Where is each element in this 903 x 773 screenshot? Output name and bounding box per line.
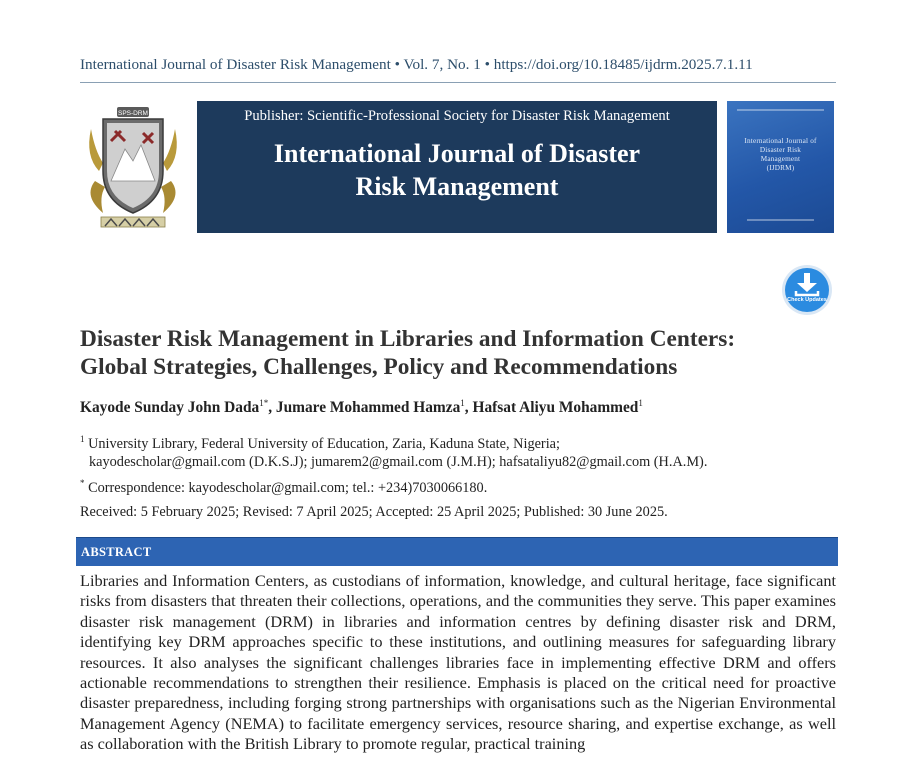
publisher-line: Publisher: Scientific-Professional Society for Disaster Risk Management (244, 108, 670, 124)
author-affiliation-marker: 1 (460, 398, 465, 408)
society-seal-logo (81, 101, 185, 233)
article-title-line1: Disaster Risk Management in Libraries and Information Centers: (80, 326, 736, 352)
author-name: Jumare Mohammed Hamza (275, 399, 461, 417)
affiliation-address: University Library, Federal University of Education, Zaria, Kaduna State, Nigeria; (84, 435, 560, 452)
abstract-heading: ABSTRACT (81, 545, 152, 559)
running-head: International Journal of Disaster Risk Management • Vol. 7, No. 1 • https://doi.org/10.18485/ijdrm.2025.7.1.11 (80, 56, 753, 73)
author-name: Kayode Sunday John Dada (80, 399, 260, 417)
correspondence: * Correspondence: kayodescholar@gmail.com; tel.: +234)7030066180. (80, 478, 488, 496)
author-list: Kayode Sunday John Dada$^{1*}$, Jumare Mohammed Hamza$^1$, Hafsat Aliyu Mohammed$^1$ (80, 398, 643, 417)
seal-ribbon-text: SPS-DRM (118, 110, 148, 117)
abstract-text: Libraries and Information Centers, as custodians of information, knowledge, and cultural heritage, face significant risks from disasters that threaten their collections, operations, and the communities they serve. This paper examines disaster risk management (DRM) in libraries and information centres by defining disaster risk and DRM, identifying key DRM approaches specific to these institutions, and outlining measures for safeguarding library resources. It also analyses the significant challenges libraries face in implementing effective DRM and offers actionable recommendations to strengthen their resilience. Emphasis is placed on the critical need for proactive disaster preparedness, including forging strong partnerships with organisations such as the Nigerian Environmental Management Agency (NEMA) to facilitate emergency services, resource sharing, and expertise exchange, as well as collaboration with the British Library to promote regular, practical training (80, 571, 836, 754)
article-title-line2: Global Strategies, Challenges, Policy and Recommendations (80, 354, 678, 380)
author-affiliation-marker: 1 (638, 398, 643, 408)
journal-name (217, 137, 697, 203)
abstract-heading-bar (76, 537, 838, 566)
check-for-updates-button[interactable] (781, 264, 833, 316)
journal-name-line1: International Journal of Disaster (273, 139, 641, 168)
check-updates-icon (781, 264, 833, 316)
article-title (80, 325, 840, 381)
journal-cover-thumbnail (727, 101, 834, 233)
correspondence-text: Correspondence: kayodescholar@gmail.com; tel.: +234)7030066180. (84, 479, 488, 496)
check-updates-label: Check Updates (787, 297, 827, 303)
journal-banner (197, 101, 717, 233)
author-name: Hafsat Aliyu Mohammed (472, 399, 639, 417)
affiliation: $^1$ University Library, Federal University of Education, Zaria, Kaduna State, Nigeria; kayodescholar@gmail.com (D.K.S.J); jumarem2@gmail.com (J.M.H); hafsataliyu82@gmail.com (H.A.M). (80, 430, 840, 471)
journal-name-line2: Risk Management (355, 172, 559, 201)
author-affiliation-marker: 1* (259, 398, 269, 408)
affiliation-emails: kayodescholar@gmail.com (D.K.S.J); jumarem2@gmail.com (J.M.H); hafsataliyu82@gmail.com (H.A.M). (89, 453, 708, 470)
cover-title: International Journal of Disaster Risk Management (IJDRM) (744, 137, 817, 172)
publication-dates: Received: 5 February 2025; Revised: 7 April 2025; Accepted: 25 April 2025; Published: 30 June 2025. (80, 504, 668, 520)
header-divider (80, 82, 836, 83)
